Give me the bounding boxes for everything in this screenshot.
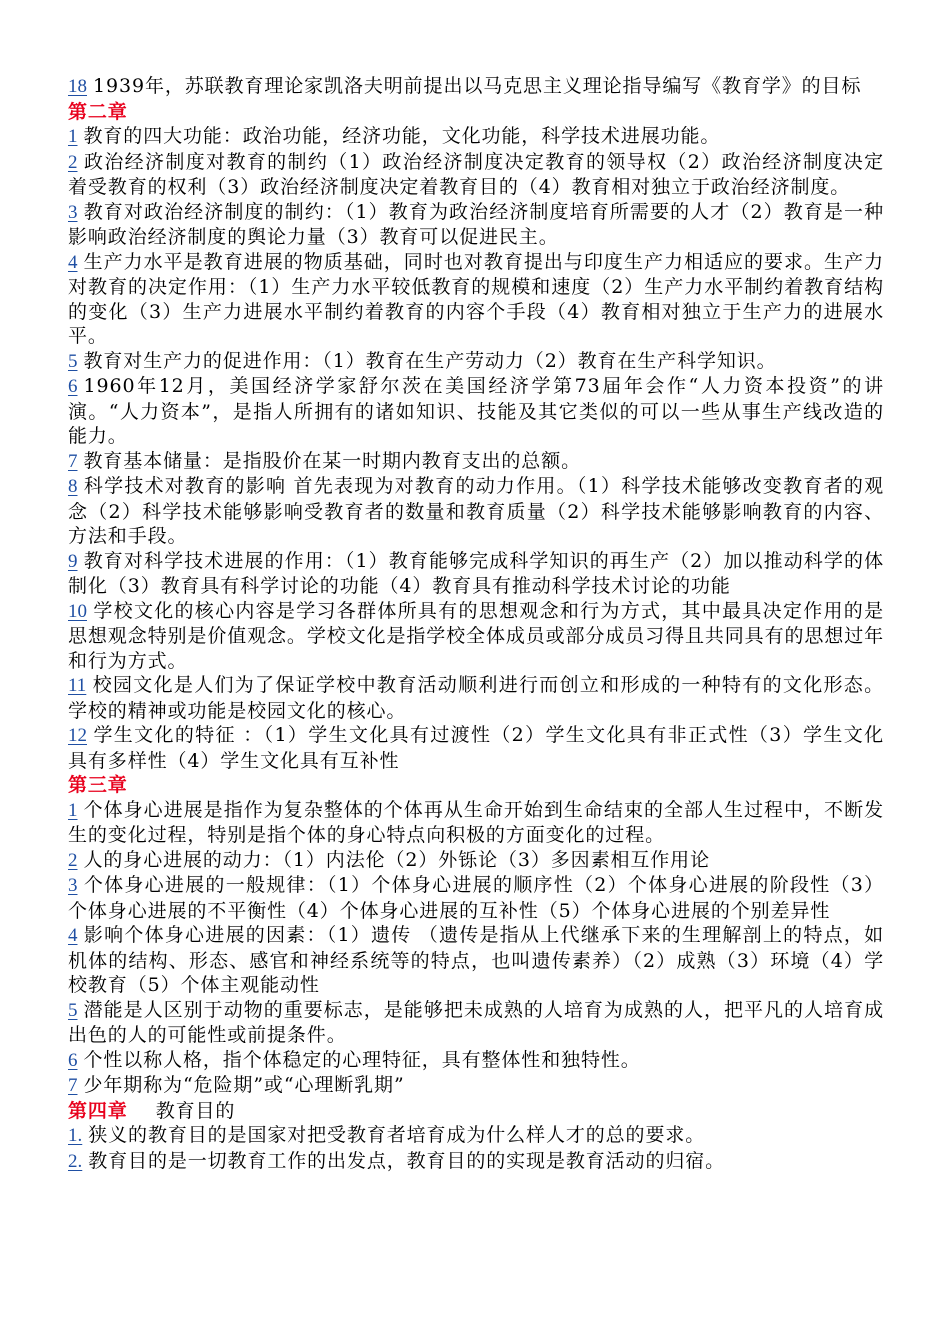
item-number-link[interactable]: 2 [68,151,78,173]
list-item [68,1073,884,1099]
list-item [68,150,884,200]
item-text: 1939年，苏联教育理论家凯洛夫明前提出以马克思主义理论指导编写《教育学》的目标 [93,75,862,97]
item-number-link[interactable]: 1 [68,126,78,147]
chapter-heading [68,100,884,125]
item-text: 科学技术对教育的影响 首先表现为对教育的动力作用。（1）科学技术能够改变教育者的观念（2）科学技术能够影响受教育者的数量和教育质量（2）科学技术能够影响教育的内容、方法和手段。 [68,475,884,547]
item-number-link[interactable]: 9 [68,550,78,572]
list-item [68,124,884,150]
list-item [68,723,884,773]
list-item [68,798,884,848]
list-item [68,1048,884,1074]
list-item [68,474,884,549]
item-number-link[interactable]: 8 [68,476,78,497]
chapter-heading [68,1099,884,1124]
item-text: 狭义的教育目的是国家对把受教育者培育成为什么样人才的总的要求。 [88,1124,706,1146]
item-text: 潜能是人区别于动物的重要标志，是能够把未成熟的人培育为成熟的人，把平凡的人培育成出色的人的可能性或前提条件。 [68,998,884,1046]
item-text: 教育的四大功能：政治功能，经济功能，文化功能，科学技术进展功能。 [83,125,721,147]
item-number-link[interactable]: 18 [68,76,87,97]
item-number-link[interactable]: 4 [68,925,78,946]
chapter-title: 第四章 [68,1099,128,1122]
list-item [68,200,884,250]
item-text: 个体身心进展的一般规律：（1）个体身心进展的顺序性（2）个体身心进展的阶段性（3）个体身心进展的不平衡性（4）个体身心进展的互补性（5）个体身心进展的个别差异性 [68,874,884,922]
list-item [68,549,884,599]
document-page [68,74,884,1174]
list-item [68,873,884,923]
item-number-link[interactable]: 2 [68,849,78,871]
list-item [68,923,884,998]
list-item [68,673,884,723]
item-number-link[interactable]: 11 [68,675,87,696]
list-item [68,449,884,475]
item-text: 影响个体身心进展的因素：（1）遗传 （遗传是指从上代继承下来的生理解剖上的特点，如机体的结构、形态、感官和神经系统等的特点，也叫遗传素养）（2）成熟（3）环境（4）学校教育（5）个体主观能动性 [68,924,884,996]
item-text: 1960年12月，美国经济学家舒尔茨在美国经济学第73届年会作“人力资本投资”的讲演。“人力资本”，是指人所拥有的诸如知识、技能及其它类似的可以一些从事生产线改造的能力。 [68,375,884,447]
item-number-link[interactable]: 7 [68,450,78,472]
list-item [68,374,884,449]
chapters-container [68,100,884,1175]
chapter-title: 第二章 [68,100,128,123]
item-number-link[interactable]: 6 [68,1049,78,1071]
item-number-link[interactable]: 5 [68,350,78,372]
list-item [68,250,884,349]
item-text: 个体身心进展是指作为复杂整体的个体再从生命开始到生命结束的全部人生过程中，不断发生的变化过程，特别是指个体的身心特点向积极的方面变化的过程。 [68,798,884,846]
item-text: 生产力水平是教育进展的物质基础，同时也对教育提出与印度生产力相适应的要求。生产力对教育的决定作用：（1）生产力水平较低教育的规模和速度（2）生产力水平制约着教育结构的变化（3）生产力进展水平制约着教育的内容个手段（4）教育相对独立于生产力的进展水平。 [68,250,884,347]
item-number-link[interactable]: 1. [68,1125,83,1146]
item-text: 教育对政治经济制度的制约：（1）教育为政治经济制度培育所需要的人才（2）教育是一种影响政治经济制度的舆论力量（3）教育可以促进民主。 [68,200,884,248]
item-number-link[interactable]: 7 [68,1075,78,1096]
item-number-link[interactable]: 4 [68,251,78,273]
item-text: 教育目的是一切教育工作的出发点，教育目的的实现是教育活动的归宿。 [88,1149,726,1172]
chapter-subtitle: 教育目的 [155,1099,236,1122]
list-item [68,848,884,874]
item-number-link[interactable]: 10 [68,600,87,622]
item-number-link[interactable]: 3 [68,201,78,223]
item-text: 政治经济制度对教育的制约（1）政治经济制度决定教育的领导权（2）政治经济制度决定着受教育的权利（3）政治经济制度决定着教育目的（4）教育相对独立于政治经济制度。 [68,150,884,198]
item-text: 教育对科学技术进展的作用：（1）教育能够完成科学知识的再生产（2）加以推动科学的体制化（3）教育具有科学讨论的功能（4）教育具有推动科学技术讨论的功能 [68,549,884,597]
item-number-link[interactable]: 6 [68,376,78,397]
list-item [68,1123,884,1149]
item-number-link[interactable]: 3 [68,875,78,896]
item-text: 学校文化的核心内容是学习各群体所具有的思想观念和行为方式，其中最具决定作用的是思想观念特别是价值观念。学校文化是指学校全体成员或部分成员习得且共同具有的思想过年和行为方式。 [68,599,884,672]
item-number-link[interactable]: 2. [68,1150,83,1172]
list-item [68,349,884,375]
item-number-link[interactable]: 1 [68,799,78,821]
chapter-heading [68,773,884,798]
item-text: 教育对生产力的促进作用：（1）教育在生产劳动力（2）教育在生产科学知识。 [83,349,777,372]
chapter-title: 第三章 [68,774,128,796]
list-item [68,599,884,674]
item-text: 教育基本储量：是指股价在某一时期内教育支出的总额。 [83,449,582,472]
item-text: 学生文化的特征 ：（1）学生文化具有过渡性（2）学生文化具有非正式性（3）学生文化具有多样性（4）学生文化具有互补性 [68,724,884,772]
item-number-link[interactable]: 5 [68,999,78,1021]
item-text: 少年期称为“危险期”或“心理断乳期” [83,1074,405,1096]
item-text: 个性以称人格，指个体稳定的心理特征，具有整体性和独特性。 [83,1048,641,1071]
item-text: 校园文化是人们为了保证学校中教育活动顺利进行而创立和形成的一种特有的文化形态。学校的精神或功能是校园文化的核心。 [68,674,884,722]
list-item [68,1149,884,1175]
item-text: 人的身心进展的动力：（1）内法伦（2）外铄论（3）多因素相互作用论 [83,848,710,871]
item-number-link[interactable]: 12 [68,725,87,746]
intro-paragraph [68,74,884,100]
list-item [68,998,884,1048]
